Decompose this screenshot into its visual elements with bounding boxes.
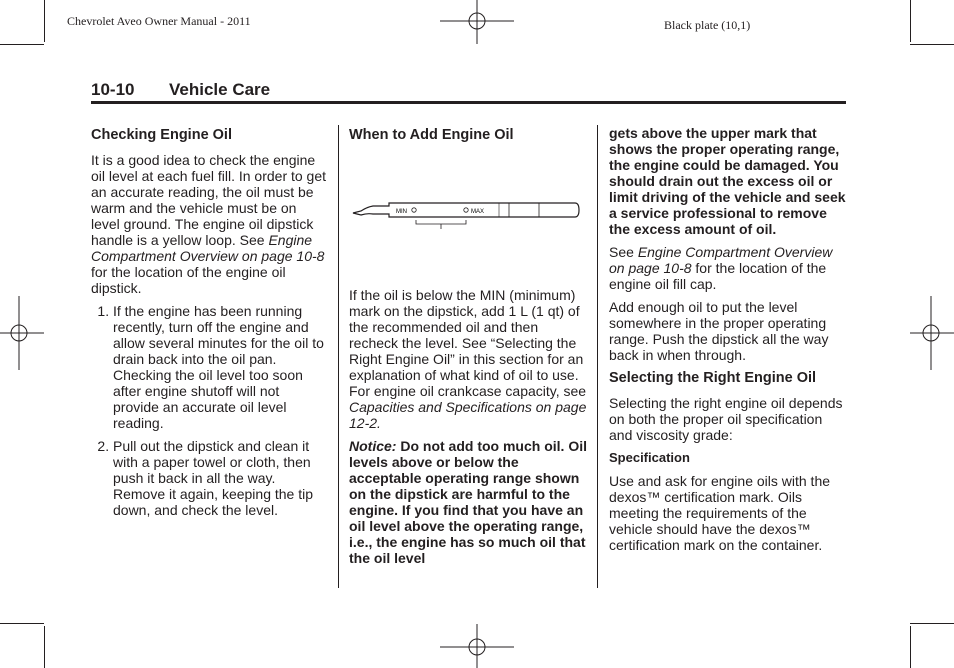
column-3 <box>609 125 847 560</box>
min-level-paragraph: If the oil is below the MIN (minimum) mark on the dipstick, add 1 L (1 qt) of the recommended oil and then recheck the level. See “Selecting the Right Engine Oil” in this section for an explanation of what kind of oil to use. For engine oil crankcase capacity, see Capacities and Specifications on page 12-2. <box>349 287 587 431</box>
intro-paragraph: It is a good idea to check the engine oil level at each fuel fill. In order to get an accurate reading, the oil must be warm and the vehicle must be on level ground. The engine oil dipstick handle is a yellow loop. See Engine Compartment Overview on page 10-8 for the location of the engine oil dipstick. <box>91 152 327 296</box>
registration-mark-top <box>440 0 514 44</box>
heading-checking-engine-oil: Checking Engine Oil <box>91 127 232 143</box>
specification-heading: Specification <box>609 450 690 465</box>
list-item: 2. Pull out the dipstick and clean it with a paper towel or cloth, then push it back in all the way. Remove it again, keeping the tip down, and check the level. <box>113 438 329 518</box>
section-header <box>91 80 270 100</box>
registration-mark-left <box>0 296 44 370</box>
section-number: 10-10 <box>91 80 135 99</box>
registration-mark-right <box>910 296 954 370</box>
notice-continued: gets above the upper mark that shows the proper operating range, the engine could be damaged. You should drain out the excess oil or limit driving of the vehicle and seek a service professional to remove the excess amount of oil. <box>609 125 846 237</box>
notice-text: Do not add too much oil. Oil levels above or below the acceptable operating range shown on the dipstick are harmful to the engine. If you find that you have an oil level above the operating range, i.e., the engine has so much oil that the oil level <box>349 438 587 566</box>
column-divider <box>338 125 339 588</box>
list-item: 1. If the engine has been running recently, turn off the engine and allow several minutes for the oil to drain back into the oil pan. Checking the oil level too soon after engine shutoff will not provide an accurate oil level reading. <box>113 303 329 431</box>
header-rule <box>91 101 846 104</box>
column-divider <box>597 125 598 588</box>
see-paragraph: See Engine Compartment Overview on page 10-8 for the location of the engine oil fill cap. <box>609 244 833 292</box>
plate-label: Black plate (10,1) <box>664 18 751 32</box>
dipstick-figure <box>349 152 589 280</box>
heading-selecting-oil: Selecting the Right Engine Oil <box>609 370 817 386</box>
selecting-paragraph: Selecting the right engine oil depends on both the proper oil specification and viscosity grade: <box>609 395 843 443</box>
section-title: Vehicle Care <box>169 80 271 99</box>
notice-label: Notice: <box>349 438 397 454</box>
max-label: MAX <box>471 209 485 215</box>
column-1 <box>91 125 329 525</box>
column-2 <box>349 125 589 573</box>
heading-when-to-add-oil: When to Add Engine Oil <box>349 127 514 143</box>
intro-link: Engine Compartment Overview on page 10-8 <box>91 232 325 264</box>
notice-paragraph <box>349 438 589 566</box>
dipstick-illustration <box>349 152 589 272</box>
operating-range-bracket <box>416 220 466 229</box>
min-label: MIN <box>396 209 407 215</box>
specification-paragraph: Use and ask for engine oils with the dexos™ certification mark. Oils meeting the requirements of the vehicle should have the dexos™ certification mark on the container. <box>609 473 831 553</box>
registration-mark-bottom <box>440 624 514 668</box>
steps-list <box>91 303 329 518</box>
capacities-link: Capacities and Specifications on page 12-2. <box>349 399 587 431</box>
engine-compartment-link: Engine Compartment Overview on page 10-8 <box>609 244 833 276</box>
manual-title: Chevrolet Aveo Owner Manual - 2011 <box>67 14 251 28</box>
add-oil-paragraph: Add enough oil to put the level somewhere in the proper operating range. Push the dipstick all the way back in when through. <box>609 299 829 363</box>
